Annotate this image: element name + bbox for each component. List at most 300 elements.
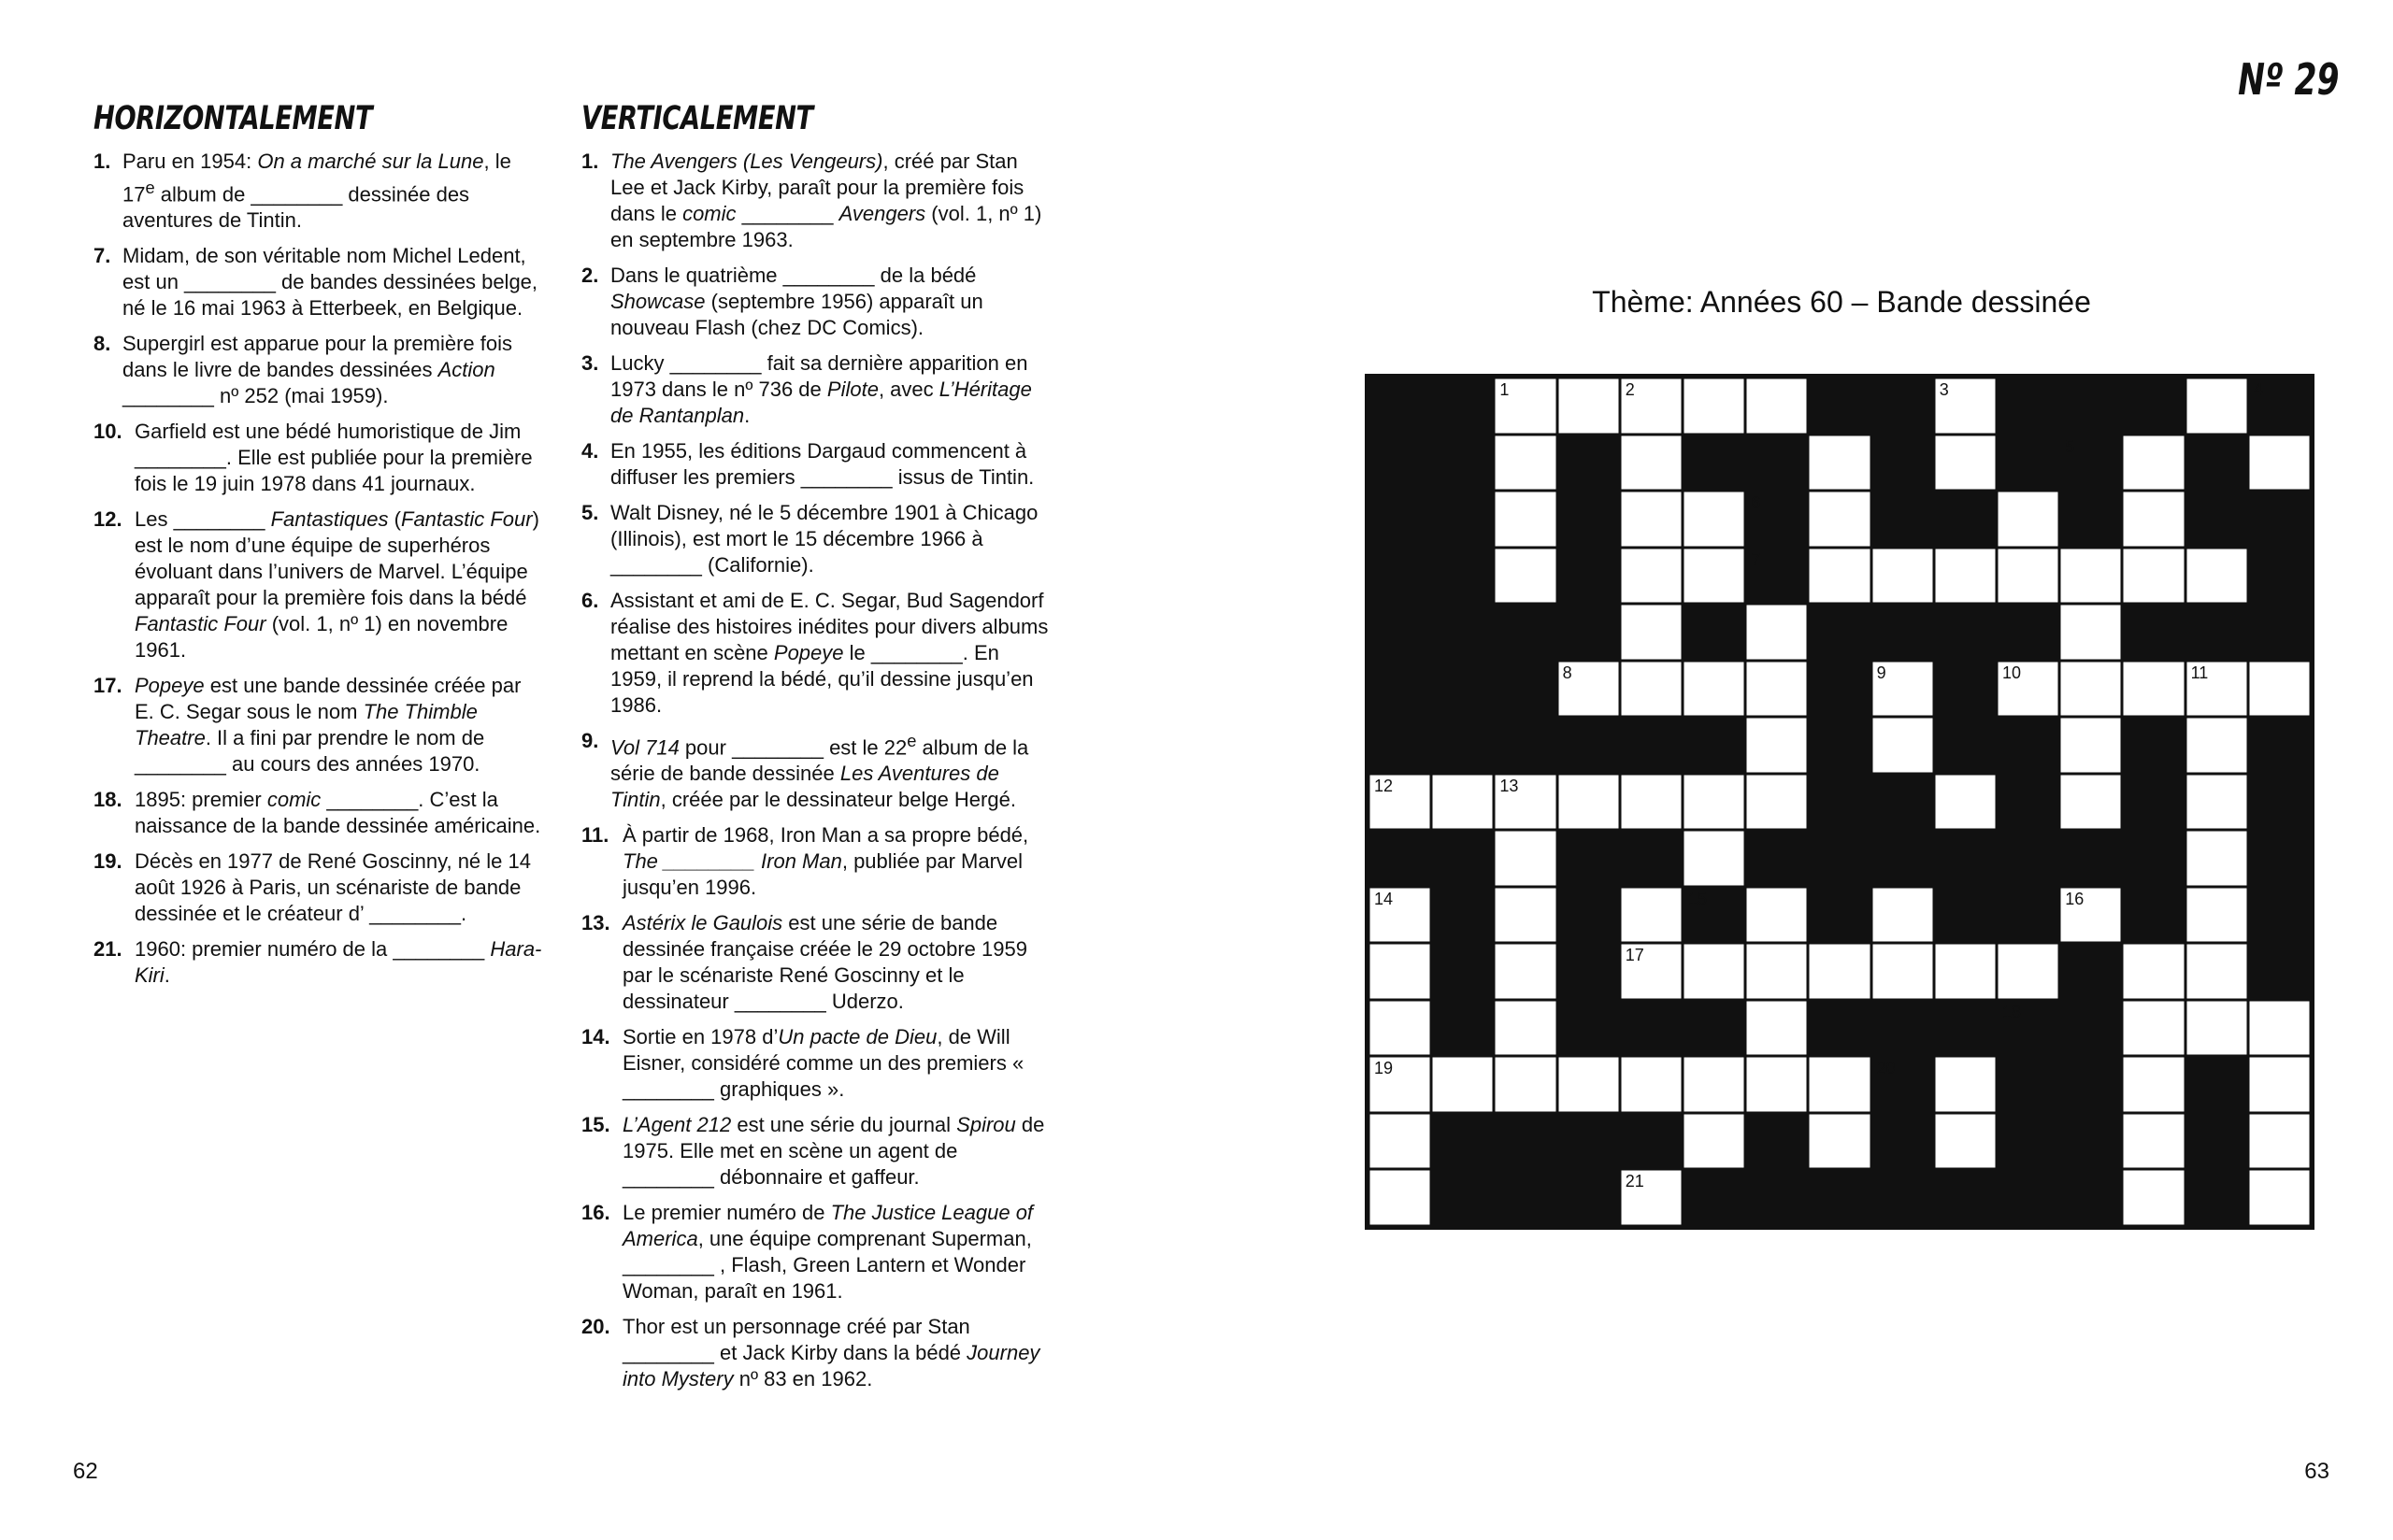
cell-number: 19: [1374, 1059, 1394, 1078]
grid-cell-open[interactable]: [2248, 1113, 2311, 1170]
down-clue-text: En 1955, les éditions Dargaud commencent à diffuser les premiers ________ issus de Tintin.: [610, 439, 1035, 489]
across-clue-number: 19.: [93, 849, 122, 874]
cell-number: 21: [1625, 1172, 1644, 1191]
grid-cell-block: [1871, 435, 1934, 492]
grid-cell-open[interactable]: [2248, 435, 2311, 492]
grid-cell-open[interactable]: [1620, 887, 1683, 944]
grid-cell-block: [2248, 717, 2311, 774]
grid-cell-open[interactable]: [1934, 1056, 1997, 1113]
grid-cell-block: [1808, 830, 1870, 887]
grid-cell-open[interactable]: [1934, 943, 1997, 1000]
grid-cell-open[interactable]: [2185, 1000, 2248, 1057]
down-clue: [581, 149, 1049, 253]
down-clue: [581, 263, 1049, 341]
grid-cell-open[interactable]: [2248, 661, 2311, 718]
grid-cell-open[interactable]: [1934, 774, 1997, 831]
grid-cell-open[interactable]: [1997, 491, 2059, 548]
grid-cell-block: [2059, 943, 2122, 1000]
grid-cell-block: [1557, 435, 1620, 492]
grid-cell-block: [2248, 604, 2311, 661]
grid-cell-block: [1808, 717, 1870, 774]
grid-cell-block: [2122, 887, 2185, 944]
grid-cell-open[interactable]: [1368, 774, 1431, 831]
cell-number: 9: [1876, 663, 1886, 682]
down-clue-text: Thor est un personnage créé par Stan ________ et Jack Kirby dans la bédé Journey into Mystery nº 83 en 1962.: [623, 1315, 1040, 1391]
grid-cell-block: [1431, 943, 1494, 1000]
grid-cell-block: [1871, 604, 1934, 661]
grid-cell-block: [1368, 717, 1431, 774]
grid-cell-open[interactable]: [1620, 548, 1683, 605]
down-clue: [581, 822, 1049, 901]
down-clue-number: 14.: [581, 1025, 610, 1049]
grid-cell-block: [2185, 491, 2248, 548]
grid-cell-open[interactable]: [1683, 830, 1745, 887]
grid-cell-open[interactable]: [2122, 943, 2185, 1000]
grid-cell-block: [1683, 717, 1745, 774]
grid-cell-open[interactable]: [1620, 661, 1683, 718]
cell-number: 10: [2001, 663, 2022, 682]
across-clue-text: Midam, de son véritable nom Michel Ledent, est un ________ de bandes dessinées belge, né le 16 mai 1963 à Etterbeek, en Belgique.: [122, 244, 538, 321]
down-clue-text: Sortie en 1978 d’Un pacte de Dieu, de Will Eisner, considéré comme un des premiers « ________ graphiques ».: [623, 1025, 1025, 1102]
grid-cell-block: [1431, 378, 1494, 435]
grid-cell-open[interactable]: [2185, 887, 2248, 944]
grid-cell-block: [2059, 1056, 2122, 1113]
across-clue: [93, 506, 542, 663]
cell-number: 2: [1625, 380, 1635, 399]
grid-cell-block: [1494, 1113, 1556, 1170]
grid-cell-block: [1808, 774, 1870, 831]
across-clue-text: Décès en 1977 de René Goscinny, né le 14 août 1926 à Paris, un scénariste de bande dessinée et le créateur d’ ________.: [135, 849, 531, 926]
grid-cell-block: [1620, 830, 1683, 887]
grid-cell-block: [2122, 774, 2185, 831]
puzzle-number: Nº 29: [2237, 54, 2339, 105]
cell-number: 12: [1374, 776, 1394, 795]
grid-cell-open[interactable]: [1368, 1056, 1431, 1113]
across-clue-list: [93, 149, 542, 989]
across-clue-number: 21.: [93, 937, 122, 962]
grid-cell-block: [1557, 604, 1620, 661]
grid-cell-open[interactable]: [1494, 435, 1556, 492]
grid-cell-block: [1934, 1169, 1997, 1226]
down-clue: [581, 910, 1049, 1015]
grid-cell-block: [2122, 830, 2185, 887]
grid-cell-block: [1368, 830, 1431, 887]
grid-cell-block: [1808, 661, 1870, 718]
grid-cell-open[interactable]: [2248, 1000, 2311, 1057]
grid-cell-open[interactable]: [2059, 887, 2122, 944]
grid-cell-block: [2122, 604, 2185, 661]
grid-cell-open[interactable]: [2185, 548, 2248, 605]
grid-cell-block: [1431, 491, 1494, 548]
down-clue-number: 9.: [581, 729, 599, 752]
grid-cell-open[interactable]: [1620, 1169, 1683, 1226]
grid-cell-block: [2248, 774, 2311, 831]
grid-cell-open[interactable]: [1871, 717, 1934, 774]
grid-cell-open[interactable]: [1871, 887, 1934, 944]
grid-cell-open[interactable]: [2122, 1000, 2185, 1057]
grid-cell-open[interactable]: [2059, 604, 2122, 661]
grid-cell-open[interactable]: [1683, 943, 1745, 1000]
grid-cell-block: [1997, 1169, 2059, 1226]
grid-cell-block: [2059, 1169, 2122, 1226]
grid-cell-block: [1683, 604, 1745, 661]
grid-cell-block: [1997, 378, 2059, 435]
crossword-grid: [1365, 374, 2314, 1230]
grid-cell-open[interactable]: [1494, 830, 1556, 887]
grid-cell-block: [1557, 1113, 1620, 1170]
grid-cell-block: [1683, 887, 1745, 944]
cell-number: 5: [2065, 436, 2075, 456]
down-clue-text: L’Agent 212 est une série du journal Spirou de 1975. Elle met en scène un agent de ________ débonnaire et gaffeur.: [623, 1113, 1045, 1190]
grid-cell-block: [1557, 1169, 1620, 1226]
grid-cell-block: [1557, 548, 1620, 605]
down-clue-number: 11.: [581, 823, 609, 848]
grid-cell-open[interactable]: [1808, 435, 1870, 492]
grid-cell-open[interactable]: [1745, 661, 1808, 718]
cell-number: 15: [1687, 889, 1708, 908]
grid-cell-block: [1368, 604, 1431, 661]
grid-cell-block: [1871, 378, 1934, 435]
down-clue: [581, 728, 1049, 813]
grid-cell-open[interactable]: [1557, 774, 1620, 831]
across-clue-number: 7.: [93, 244, 111, 268]
grid-cell-block: [1745, 435, 1808, 492]
grid-cell-open[interactable]: [1494, 548, 1556, 605]
across-clue-number: 10.: [93, 420, 122, 444]
grid-cell-block: [1871, 774, 1934, 831]
grid-cell-block: [2185, 604, 2248, 661]
grid-cell-block: [1934, 661, 1997, 718]
grid-cell-block: [1934, 717, 1997, 774]
grid-cell-block: [1557, 887, 1620, 944]
puzzle-theme: Thème: Années 60 – Bande dessinée: [1592, 285, 2091, 319]
cell-number: 11: [2190, 663, 2209, 682]
down-clue-text: Assistant et ami de E. C. Segar, Bud Sagendorf réalise des histoires inédites pour divers albums mettant en scène Popeye le ________. En 1959, il reprend la bédé, qu’il dessine jusqu’en 1986.: [610, 589, 1049, 717]
grid-cell-open[interactable]: [1683, 661, 1745, 718]
grid-cell-block: [2185, 435, 2248, 492]
across-clue-number: 12.: [93, 507, 122, 532]
down-heading: VERTICALEMENT: [581, 100, 813, 137]
grid-cell-block: [1368, 548, 1431, 605]
grid-cell-open[interactable]: [1745, 887, 1808, 944]
grid-cell-open[interactable]: [1808, 1056, 1870, 1113]
down-clue-number: 1.: [581, 150, 599, 173]
grid-cell-block: [1871, 1000, 1934, 1057]
grid-cell-block: [2059, 1000, 2122, 1057]
grid-cell-block: [1871, 830, 1934, 887]
across-clue-text: Supergirl est apparue pour la première fois dans le livre de bandes dessinées Action ________ nº 252 (mai 1959).: [122, 332, 513, 408]
grid-cell-open[interactable]: [1745, 378, 1808, 435]
across-clue: [93, 936, 542, 989]
down-clue-text: À partir de 1968, Iron Man a sa propre bédé, The ________ Iron Man, publiée par Marvel jusqu’en 1996.: [623, 823, 1029, 900]
grid-cell-open[interactable]: [1683, 1113, 1745, 1170]
cell-number: 1: [1499, 380, 1510, 399]
grid-cell-open[interactable]: [1557, 378, 1620, 435]
grid-cell-open[interactable]: [1997, 548, 2059, 605]
grid-cell-block: [1871, 1169, 1934, 1226]
grid-cell-block: [2185, 1169, 2248, 1226]
cell-number: 20: [1876, 1059, 1896, 1078]
grid-cell-open[interactable]: [1683, 1056, 1745, 1113]
grid-cell-block: [1745, 830, 1808, 887]
grid-cell-block: [1494, 604, 1556, 661]
grid-cell-open[interactable]: [1368, 1000, 1431, 1057]
grid-cell-open[interactable]: [1745, 943, 1808, 1000]
grid-cell-open[interactable]: [1494, 491, 1556, 548]
grid-cell-block: [1997, 435, 2059, 492]
across-clue: [93, 787, 542, 839]
across-clue-text: Paru en 1954: On a marché sur la Lune, le 17e album de ________ dessinée des aventures de Tintin.: [122, 150, 511, 233]
grid-cell-open[interactable]: [1808, 491, 1870, 548]
across-clue-number: 1.: [93, 150, 111, 173]
cell-number: 18: [2001, 1002, 2022, 1021]
down-clue: [581, 500, 1049, 578]
down-clue: [581, 588, 1049, 719]
across-heading: HORIZONTALEMENT: [93, 100, 373, 137]
grid-cell-block: [1745, 548, 1808, 605]
across-clue-number: 18.: [93, 788, 122, 812]
grid-cell-open[interactable]: [1620, 774, 1683, 831]
grid-cell-open[interactable]: [2122, 491, 2185, 548]
grid-cell-block: [1997, 887, 2059, 944]
grid-cell-open[interactable]: [2122, 1169, 2185, 1226]
grid-cell-open[interactable]: [2059, 717, 2122, 774]
grid-cell-open[interactable]: [2122, 661, 2185, 718]
grid-cell-block: [1620, 1113, 1683, 1170]
grid-cell-open[interactable]: [1683, 491, 1745, 548]
grid-cell-open[interactable]: [1620, 378, 1683, 435]
across-clue: [93, 848, 542, 927]
cell-number: 16: [2065, 889, 2085, 908]
grid-cell-open[interactable]: [2185, 717, 2248, 774]
grid-cell-block: [1683, 435, 1745, 492]
grid-cell-block: [1620, 717, 1683, 774]
grid-cell-block: [2248, 378, 2311, 435]
grid-cell-block: [1997, 1000, 2059, 1057]
grid-cell-open[interactable]: [2122, 1113, 2185, 1170]
grid-cell-block: [2059, 435, 2122, 492]
grid-cell-open[interactable]: [1494, 943, 1556, 1000]
grid-cell-open[interactable]: [2122, 1056, 2185, 1113]
grid-cell-block: [1808, 378, 1870, 435]
grid-cell-open[interactable]: [1997, 943, 2059, 1000]
grid-cell-block: [1997, 774, 2059, 831]
grid-cell-block: [1494, 1169, 1556, 1226]
down-clue: [581, 1112, 1049, 1191]
down-clue-text: Astérix le Gaulois est une série de bande dessinée française créée le 29 octobre 1959 par le scénariste René Goscinny et le dessinateur ________ Uderzo.: [623, 911, 1027, 1014]
across-clue-text: Garfield est une bédé humoristique de Jim ________. Elle est publiée pour la première fois le 19 juin 1978 dans 41 journaux.: [135, 420, 533, 496]
across-clue-text: Popeye est une bande dessinée créée par E. C. Segar sous le nom The Thimble Theatre. Il a fini par prendre le nom de ________ au cours des années 1970.: [135, 674, 522, 777]
grid-cell-block: [2248, 887, 2311, 944]
grid-cell-open[interactable]: [2248, 1169, 2311, 1226]
grid-cell-open[interactable]: [2185, 774, 2248, 831]
grid-cell-block: [1557, 943, 1620, 1000]
grid-cell-block: [1620, 1000, 1683, 1057]
grid-cell-open[interactable]: [2122, 548, 2185, 605]
grid-cell-block: [1431, 830, 1494, 887]
grid-cell-block: [2059, 491, 2122, 548]
grid-cell-block: [2122, 717, 2185, 774]
cell-number: 13: [1499, 776, 1519, 795]
grid-cell-open[interactable]: [1494, 378, 1556, 435]
grid-cell-block: [1368, 378, 1431, 435]
grid-cell-open[interactable]: [1745, 604, 1808, 661]
grid-cell-block: [1934, 830, 1997, 887]
grid-cell-open[interactable]: [1934, 435, 1997, 492]
grid-cell-block: [1808, 1169, 1870, 1226]
down-clue: [581, 438, 1049, 491]
grid-cell-block: [1368, 435, 1431, 492]
grid-cell-open[interactable]: [1620, 491, 1683, 548]
down-clue-list: [581, 149, 1049, 1392]
grid-cell-open[interactable]: [1368, 1169, 1431, 1226]
down-clue: [581, 350, 1049, 429]
grid-cell-open[interactable]: [1997, 661, 2059, 718]
grid-cell-block: [2248, 830, 2311, 887]
across-clue-text: 1960: premier numéro de la ________ Hara-Kiri.: [135, 937, 542, 988]
grid-cell-open[interactable]: [1431, 774, 1494, 831]
grid-cell-block: [1557, 491, 1620, 548]
grid-cell-block: [1431, 1000, 1494, 1057]
grid-cell-block: [1997, 830, 2059, 887]
grid-cell-block: [1431, 1113, 1494, 1170]
grid-cell-open[interactable]: [2185, 661, 2248, 718]
across-clue: [93, 331, 542, 409]
grid-cell-open[interactable]: [1620, 943, 1683, 1000]
across-clue: [93, 149, 542, 234]
grid-cell-open[interactable]: [1808, 943, 1870, 1000]
grid-cell-block: [1431, 435, 1494, 492]
grid-cell-block: [1431, 717, 1494, 774]
cell-number: 8: [1562, 663, 1572, 682]
cell-number: 6: [1751, 493, 1761, 513]
grid-cell-block: [2248, 491, 2311, 548]
grid-cell-block: [1808, 1000, 1870, 1057]
grid-cell-open[interactable]: [1745, 1056, 1808, 1113]
grid-cell-open[interactable]: [2059, 548, 2122, 605]
down-clue-text: Le premier numéro de The Justice League of America, une équipe comprenant Superman, ________ , Flash, Green Lantern et Wonder Woman, paraît en 1961.: [623, 1201, 1034, 1304]
grid-cell-open[interactable]: [1745, 717, 1808, 774]
down-clue-number: 2.: [581, 264, 599, 287]
down-clue-text: Walt Disney, né le 5 décembre 1901 à Chicago (Illinois), est mort le 15 décembre 1966 à ________ (Californie).: [610, 501, 1039, 577]
grid-cell-open[interactable]: [2185, 830, 2248, 887]
grid-cell-open[interactable]: [1557, 661, 1620, 718]
grid-cell-block: [1431, 1169, 1494, 1226]
grid-cell-open[interactable]: [1808, 1113, 1870, 1170]
grid-cell-open[interactable]: [1871, 661, 1934, 718]
grid-cell-open[interactable]: [1683, 774, 1745, 831]
across-clue: [93, 673, 542, 777]
grid-cell-block: [1871, 1113, 1934, 1170]
grid-cell-open[interactable]: [1557, 1056, 1620, 1113]
down-clue-text: Lucky ________ fait sa dernière apparition en 1973 dans le nº 736 de Pilote, avec L’Héritage de Rantanplan.: [610, 351, 1032, 427]
grid-cell-open[interactable]: [1934, 548, 1997, 605]
down-clue-text: Dans le quatrième ________ de la bédé Showcase (septembre 1956) apparaît un nouveau Flash (chez DC Comics).: [610, 264, 983, 339]
page-number-right: 63: [2304, 1459, 2329, 1484]
grid-cell-block: [2059, 830, 2122, 887]
grid-cell-open[interactable]: [2059, 774, 2122, 831]
down-clue-number: 4.: [581, 439, 599, 463]
grid-cell-open[interactable]: [2185, 378, 2248, 435]
grid-cell-block: [1368, 661, 1431, 718]
grid-cell-open[interactable]: [1934, 1113, 1997, 1170]
grid-cell-block: [2248, 548, 2311, 605]
grid-cell-block: [1934, 1000, 1997, 1057]
grid-cell-open[interactable]: [1620, 1056, 1683, 1113]
grid-cell-open[interactable]: [1745, 1000, 1808, 1057]
grid-cell-block: [1745, 1113, 1808, 1170]
grid-cell-open[interactable]: [2185, 943, 2248, 1000]
grid-cell-open[interactable]: [1871, 943, 1934, 1000]
grid-cell-open[interactable]: [1368, 943, 1431, 1000]
page-number-left: 62: [73, 1459, 98, 1484]
grid-cell-block: [1494, 717, 1556, 774]
grid-cell-open[interactable]: [1368, 1113, 1431, 1170]
grid-cell-block: [1557, 830, 1620, 887]
grid-cell-open[interactable]: [1620, 435, 1683, 492]
grid-cell-block: [1431, 661, 1494, 718]
grid-cell-block: [1808, 887, 1870, 944]
grid-cell-open[interactable]: [1745, 774, 1808, 831]
grid-cell-open[interactable]: [2122, 435, 2185, 492]
grid-cell-open[interactable]: [1494, 887, 1556, 944]
grid-cell-open[interactable]: [1934, 378, 1997, 435]
grid-cell-open[interactable]: [1494, 774, 1556, 831]
grid-cell-block: [1494, 661, 1556, 718]
grid-cell-open[interactable]: [1431, 1056, 1494, 1113]
grid-cell-open[interactable]: [1683, 548, 1745, 605]
grid-cell-block: [2185, 1113, 2248, 1170]
grid-cell-open[interactable]: [1368, 887, 1431, 944]
grid-cell-block: [1431, 887, 1494, 944]
grid-cell-block: [1997, 717, 2059, 774]
down-clue-text: Vol 714 pour ________ est le 22e album de la série de bande dessinée Les Aventures de Tintin, créée par le dessinateur belge Hergé.: [610, 731, 1029, 812]
grid-cell-block: [1431, 548, 1494, 605]
grid-cell-block: [1997, 1056, 2059, 1113]
down-clue-number: 20.: [581, 1315, 610, 1339]
grid-cell-open[interactable]: [1494, 1000, 1556, 1057]
across-clue-number: 8.: [93, 332, 111, 356]
cell-number: 3: [1939, 380, 1949, 399]
down-clue-number: 15.: [581, 1113, 610, 1137]
down-clue-number: 16.: [581, 1201, 610, 1225]
grid-cell-open[interactable]: [1871, 548, 1934, 605]
across-clue: [93, 419, 542, 497]
across-clue-number: 17.: [93, 674, 122, 698]
grid-cell-open[interactable]: [1683, 378, 1745, 435]
grid-cell-block: [2185, 1056, 2248, 1113]
grid-cell-open[interactable]: [1808, 548, 1870, 605]
grid-cell-open[interactable]: [2059, 661, 2122, 718]
grid-cell-block: [2059, 378, 2122, 435]
cell-number: 14: [1374, 889, 1394, 908]
down-clue-text: The Avengers (Les Vengeurs), créé par Stan Lee et Jack Kirby, paraît pour la première fois dans le comic ________ Avengers (vol. 1, nº 1) en septembre 1963.: [610, 150, 1042, 251]
down-clue-number: 13.: [581, 911, 610, 935]
down-clue-number: 6.: [581, 589, 599, 612]
grid-cell-open[interactable]: [1494, 1056, 1556, 1113]
grid-cell-block: [1997, 604, 2059, 661]
grid-cell-open[interactable]: [2248, 1056, 2311, 1113]
across-clue-text: Les ________ Fantastiques (Fantastic Four) est le nom d’une équipe de superhéros évoluant dans l’univers de Marvel. L’équipe apparaît pour la première fois dans la bédé Fantastic Four (vol. 1, nº 1) en novembre 1961.: [135, 507, 539, 663]
across-clues-column: [93, 100, 542, 998]
grid-cell-block: [1808, 604, 1870, 661]
grid-cell-block: [1557, 1000, 1620, 1057]
down-clue-number: 3.: [581, 351, 599, 375]
grid-cell-open[interactable]: [1620, 604, 1683, 661]
grid-cell-block: [1431, 604, 1494, 661]
grid-cell-block: [1368, 491, 1431, 548]
down-clue-number: 5.: [581, 501, 599, 524]
